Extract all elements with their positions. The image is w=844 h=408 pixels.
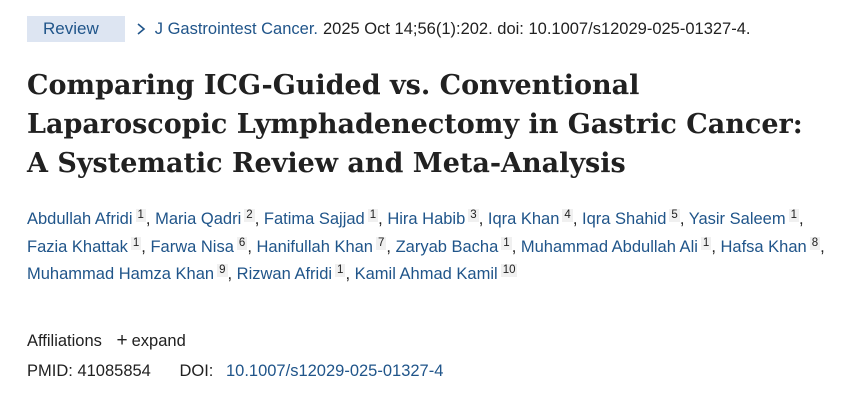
- author-name-link[interactable]: Zaryab Bacha: [395, 237, 499, 256]
- affiliation-number[interactable]: 1: [137, 209, 144, 221]
- affiliation-number[interactable]: 7: [377, 236, 385, 249]
- expand-label: expand: [131, 332, 186, 350]
- author-name-link[interactable]: Muhammad Abdullah Ali: [520, 237, 698, 256]
- author-item: [689, 210, 799, 228]
- author-name-link[interactable]: Fatima Sajjad: [263, 210, 365, 228]
- identifiers-row: [27, 362, 443, 381]
- author-item: [27, 238, 141, 256]
- publication-type-badge: Review: [27, 16, 125, 42]
- author-name-link[interactable]: Abdullah Afridi: [27, 210, 133, 228]
- doi-label: DOI:: [179, 362, 214, 380]
- affiliation-number[interactable]: 1: [337, 264, 344, 276]
- affiliations-expand-button[interactable]: [117, 332, 186, 350]
- author-name-link[interactable]: Yasir Saleem: [688, 210, 786, 228]
- author-name-link[interactable]: Hanifullah Khan: [256, 237, 373, 256]
- author-name-link[interactable]: Fazia Khattak: [27, 237, 128, 256]
- author-name-link[interactable]: Rizwan Afridi: [236, 265, 333, 283]
- affiliation-number[interactable]: 1: [369, 209, 377, 221]
- author-item: [355, 265, 518, 283]
- author-name-link[interactable]: Hira Habib: [387, 210, 466, 228]
- chevron-right-icon: [135, 22, 147, 36]
- article-title: Comparing ICG-Guided vs. Conventional Laparoscopic Lymphadenectomy in Gastric Cancer: A Systematic Review and Meta-Analysis: [27, 70, 803, 179]
- author-item: [396, 238, 512, 256]
- affiliation-number[interactable]: 3: [470, 209, 477, 221]
- journal-link[interactable]: J Gastrointest Cancer.: [154, 19, 318, 38]
- pmid-value: 41085854: [77, 362, 151, 380]
- author-name-link[interactable]: Muhammad Hamza Khan: [27, 265, 215, 283]
- author-name-link[interactable]: Farwa Nisa: [150, 237, 234, 256]
- author-item: [720, 238, 820, 256]
- affiliation-number[interactable]: 1: [503, 236, 510, 249]
- author-name-link[interactable]: Iqra Khan: [487, 210, 560, 228]
- author-item: [237, 265, 346, 283]
- author-item: [488, 210, 573, 228]
- author-item: [256, 238, 386, 256]
- author-item: [150, 238, 247, 256]
- author-item: [155, 210, 255, 228]
- author-name-link[interactable]: Iqra Shahid: [582, 210, 667, 228]
- affiliation-number[interactable]: 4: [564, 209, 571, 221]
- affiliation-number[interactable]: 1: [132, 236, 140, 249]
- author-item: [521, 238, 711, 256]
- author-item: [264, 210, 378, 228]
- author-item: [27, 265, 228, 283]
- affiliation-number[interactable]: 10: [502, 264, 516, 276]
- citation-row: [27, 16, 751, 42]
- affiliations-label: Affiliations: [27, 332, 102, 350]
- author-item: [27, 210, 146, 228]
- author-name-link[interactable]: Hafsa Khan: [720, 237, 807, 256]
- citation-text: 2025 Oct 14;56(1):202. doi: 10.1007/s12029-025-01327-4.: [323, 19, 751, 38]
- affiliation-number[interactable]: 6: [238, 236, 246, 249]
- affiliation-number[interactable]: 9: [219, 264, 226, 276]
- author-name-link[interactable]: Maria Qadri: [155, 210, 242, 228]
- authors-list: Abdullah Afridi 1 , Maria Qadri 2 , Fatima Sajjad 1 , Hira Habib 3 , Iqra Khan 4 , Iqra Shahid 5 , Yasir Saleem 1 , Fazia Khattak 1 , Farwa Nisa 6 , Hanifullah Khan 7 , Zaryab Bacha 1 , Muhammad Abdullah Ali 1 , Hafsa Khan 8 , Muhammad Hamza Khan 9 , Rizwan Afridi 1 , Kamil Ahmad Kamil 10: [27, 209, 825, 283]
- affiliations-row: [27, 330, 186, 352]
- affiliation-number[interactable]: 8: [811, 236, 819, 249]
- affiliation-number[interactable]: 1: [702, 236, 710, 249]
- affiliation-number[interactable]: 1: [790, 209, 797, 221]
- doi-link[interactable]: 10.1007/s12029-025-01327-4: [225, 362, 444, 380]
- author-item: [582, 210, 680, 228]
- plus-icon: +: [116, 330, 128, 351]
- affiliation-number[interactable]: 2: [246, 209, 253, 221]
- affiliation-number[interactable]: 5: [671, 209, 678, 221]
- author-item: [387, 210, 478, 228]
- author-name-link[interactable]: Kamil Ahmad Kamil: [354, 265, 498, 283]
- pmid-label: PMID:: [27, 362, 73, 380]
